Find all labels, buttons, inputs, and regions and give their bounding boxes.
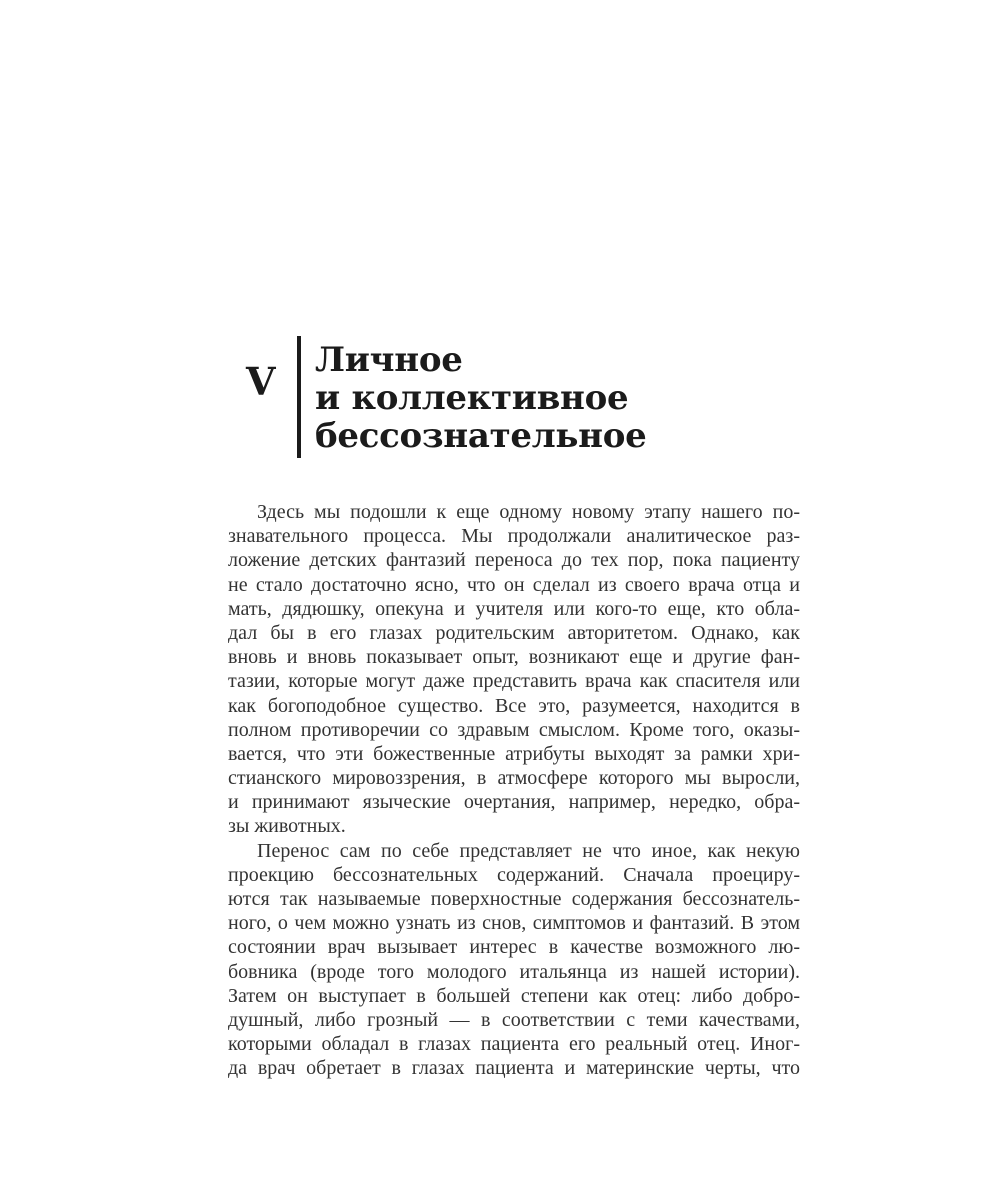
text-line: как богоподобное существо. Все это, разумеется, находится в bbox=[228, 694, 800, 717]
text-line: ложение детских фантазий переноса до тех пор, пока пациенту bbox=[228, 549, 800, 572]
text-line: тазии, которые могут даже представить врача как спасителя или bbox=[228, 670, 800, 693]
text-line: дал бы в его глазах родительским авторитетом. Однако, как bbox=[228, 621, 800, 644]
text-line: ного, о чем можно узнать из снов, симптомов и фантазий. В этом bbox=[228, 912, 800, 935]
text-line: вается, что эти божественные атрибуты выходят за рамки хри- bbox=[228, 742, 800, 765]
text-line: ются так называемые поверхностные содержания бессознатель- bbox=[228, 888, 800, 910]
text-line: Перенос сам по себе представляет не что иное, как некую bbox=[257, 839, 800, 862]
paragraph bbox=[228, 839, 800, 1081]
text-line: и принимают языческие очертания, например, нередко, обра- bbox=[228, 791, 800, 814]
text-line: душный, либо грозный — в соответствии с теми качествами, bbox=[228, 1008, 800, 1031]
text-line: да врач обретает в глазах пациента и материнские черты, что bbox=[228, 1057, 800, 1080]
chapter-title-line: Личное bbox=[315, 340, 463, 380]
body-text bbox=[228, 500, 800, 1081]
chapter-number: V bbox=[246, 359, 276, 404]
text-line: вновь и вновь показывает опыт, возникают еще и другие фан- bbox=[228, 646, 800, 669]
text-line: полном противоречии со здравым смыслом. Кроме того, оказы- bbox=[228, 718, 800, 741]
text-line: состоянии врач вызывает интерес в качестве возможного лю- bbox=[228, 936, 800, 959]
chapter-heading-rule bbox=[297, 336, 301, 458]
chapter-title-line: и коллективное bbox=[315, 378, 629, 418]
text-line: стианского мировоззрения, в атмосфере которого мы выросли, bbox=[228, 767, 800, 790]
text-line: Затем он выступает в большей степени как отец: либо добро- bbox=[228, 984, 800, 1007]
text-line: Здесь мы подошли к еще одному новому этапу нашего по- bbox=[257, 501, 800, 523]
text-line: не стало достаточно ясно, что он сделал из своего врача отца и bbox=[228, 573, 800, 596]
text-line: бовника (вроде того молодого итальянца из нашей истории). bbox=[228, 960, 800, 983]
chapter-title-line: бессознательное bbox=[315, 416, 647, 456]
text-line: которыми обладал в глазах пациента его реальный отец. Иног- bbox=[228, 1033, 800, 1056]
text-line: зы животных. bbox=[228, 815, 346, 838]
text-line: знавательного процесса. Мы продолжали аналитическое раз- bbox=[228, 525, 800, 548]
paragraph bbox=[228, 500, 800, 839]
text-line: мать, дядюшку, опекуна и учителя или кого-то еще, кто обла- bbox=[228, 597, 800, 620]
text-line: проекцию бессознательных содержаний. Сначала проециру- bbox=[228, 863, 800, 886]
chapter-title bbox=[315, 341, 646, 455]
